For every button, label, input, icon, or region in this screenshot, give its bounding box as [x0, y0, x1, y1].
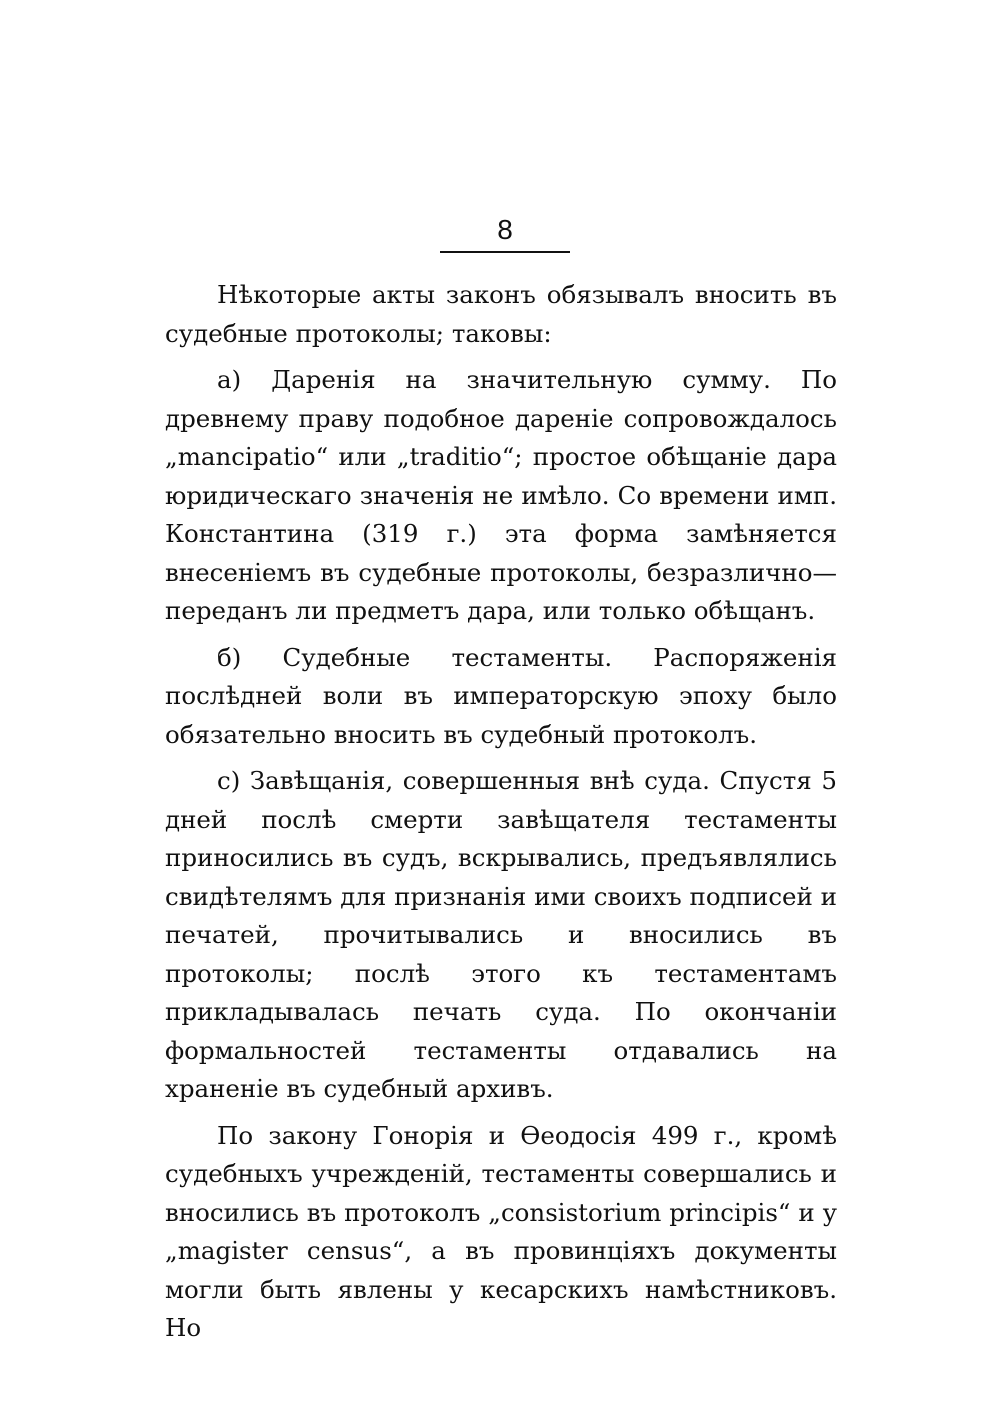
- paragraph-b-court-testaments: б) Судебные тестаменты. Распоряженія послѣдней воли въ императорскую эпоху было обязательно вносить въ судебный протоколъ.: [165, 642, 837, 749]
- paragraph-c-wills-out-of-court: с) Завѣщанія, совершенныя внѣ суда. Спустя 5 дней послѣ смерти завѣщателя тестаменты приносились въ судъ, вскрывались, предъявлялись свидѣтелямъ для признанія ими своихъ подписей и печатей, прочитывались и вносились въ протоколы; послѣ этого къ тестаментамъ прикладывалась печать суда. По окончаніи формальностей тестаменты отдавались на храненіе въ судебный архивъ.: [165, 766, 837, 1103]
- body-text: [165, 276, 837, 1356]
- paragraph-a-donations: а) Даренія на значительную сумму. По древнему праву подобное дареніе сопровождалось „mancipatio“ или „traditio“; простое обѣщаніе дара юридическаго значенія не имѣло. Со времени имп. Константина (319 г.) эта форма замѣняется внесеніемъ въ судебные протоколы, безразлично—переданъ ли предметъ дара, или только обѣщанъ.: [165, 365, 837, 625]
- page-number: 8: [497, 214, 513, 245]
- page-number-rule: [440, 251, 570, 253]
- paragraph-law-of-honorius: По закону Гонорія и Ѳеодосія 499 г., кромѣ судебныхъ учрежденій, тестаменты совершались и вносились въ протоколъ „consistorium principis“ и у „magister census“, а въ провинціяхъ документы могли быть явлены у кесарскихъ намѣстниковъ. Но: [165, 1120, 837, 1342]
- paragraph-intro: Нѣкоторые акты законъ обязывалъ вносить въ судебные протоколы; таковы:: [165, 280, 837, 348]
